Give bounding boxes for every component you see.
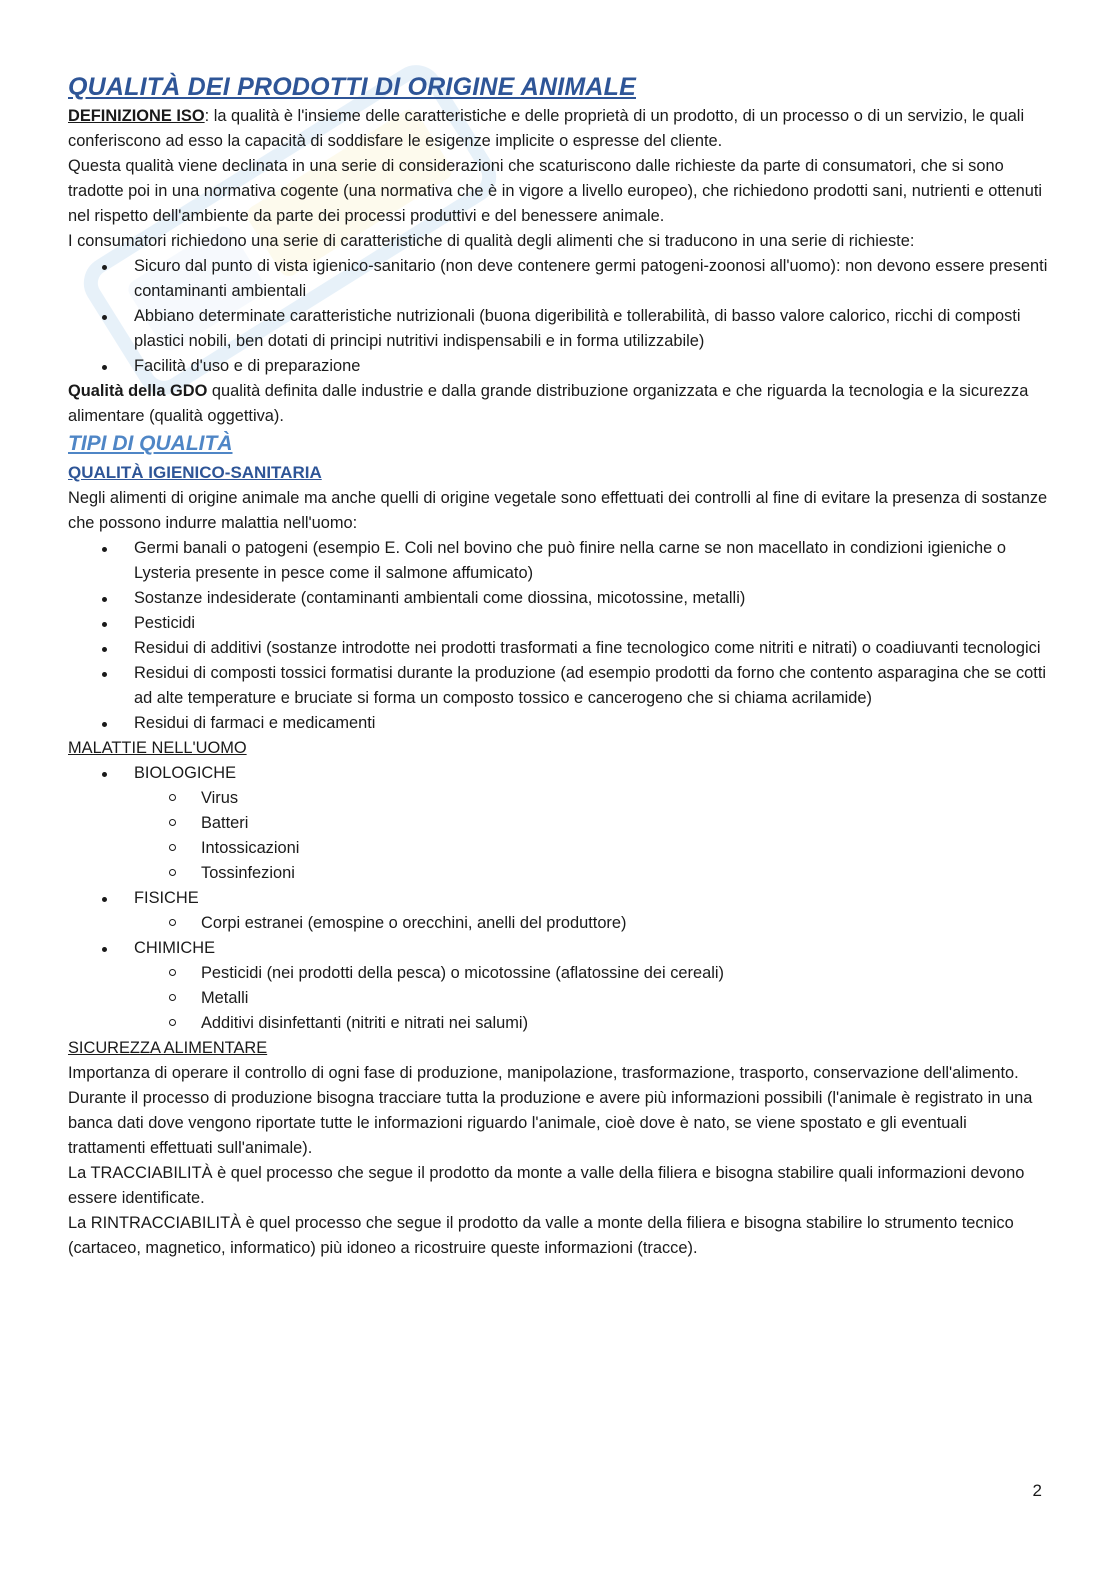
chimiche-sublist (68, 961, 1048, 1036)
list-item: Additivi disinfettanti (nitriti e nitrati nei salumi) (68, 1011, 1048, 1036)
iso-definition-text: : la qualità è l'insieme delle caratteristiche e delle proprietà di un prodotto, di un processo o di un servizio, le quali conferiscono ad esso la capacità di soddisfare le esigenze implicite o espresse del cliente. (68, 107, 1025, 150)
list-item: Pesticidi (68, 611, 1048, 636)
document-body (68, 72, 1048, 1261)
list-item: Facilità d'uso e di preparazione (68, 354, 1048, 379)
disease-category-fisiche (68, 886, 1048, 911)
gdo-label: Qualità della GDO (68, 382, 208, 400)
disease-category-chimiche (68, 936, 1048, 961)
list-item: Sicuro dal punto di vista igienico-sanitario (non deve contenere germi patogeni-zoonosi all'uomo): non devono essere presenti contaminanti ambientali (68, 254, 1048, 304)
tracciabilita-paragraph: La TRACCIABILITÀ è quel processo che segue il prodotto da monte a valle della filiera e bisogna stabilire quali informazioni devono essere identificate. (68, 1164, 1025, 1207)
list-item: Virus (68, 786, 1048, 811)
sicurezza-paragraph-1: Importanza di operare il controllo di ogni fase di produzione, manipolazione, trasformazione, trasporto, conservazione dell'alimento. (68, 1064, 1019, 1082)
disease-category-label: FISICHE (134, 889, 199, 907)
consumer-requirements-list (68, 254, 1048, 379)
intro-paragraph-2: I consumatori richiedono una serie di caratteristiche di qualità degli alimenti che si traducono in una serie di richieste: (68, 232, 915, 250)
disease-category-label: CHIMICHE (134, 939, 216, 957)
diseases-list-fisiche (68, 886, 1048, 911)
section-title-tipi-di-qualita: TIPI DI QUALITÀ (68, 432, 233, 455)
sicurezza-paragraph-2: Durante il processo di produzione bisogna tracciare tutta la produzione e avere più informazioni possibili (l'animale è registrato in una banca dati dove vengono riportate tutte le informazioni riguardo l'animale, cioè dove è nato, se viene spostato e gli eventuali trattamenti effettuati sull'animale). (68, 1089, 1033, 1157)
iso-definition (68, 104, 1048, 154)
list-item: Metalli (68, 986, 1048, 1011)
controls-paragraph: Negli alimenti di origine animale ma anche quelli di origine vegetale sono effettuati dei controlli al fine di evitare la presenza di sostanze che possono indurre malattia nell'uomo: (68, 489, 1048, 532)
list-item: Residui di additivi (sostanze introdotte nei prodotti trasformati a fine tecnologico come nitriti e nitrati) o coadiuvanti tecnologici (68, 636, 1048, 661)
list-item: Sostanze indesiderate (contaminanti ambientali come diossina, micotossine, metalli) (68, 586, 1048, 611)
list-item: Pesticidi (nei prodotti della pesca) o micotossine (aflatossine dei cereali) (68, 961, 1048, 986)
subsection-title-igienico-sanitaria: QUALITÀ IGIENICO-SANITARIA (68, 463, 322, 482)
list-item: Residui di farmaci e medicamenti (68, 711, 1048, 736)
list-item: Corpi estranei (emospine o orecchini, anelli del produttore) (68, 911, 1048, 936)
list-item: Intossicazioni (68, 836, 1048, 861)
intro-paragraph-1: Questa qualità viene declinata in una serie di considerazioni che scaturiscono dalle richieste da parte di consumatori, che si sono tradotte poi in una normativa cogente (una normativa che è in vigore a livello europeo), che richiedono prodotti sani, nutrienti e ottenuti nel rispetto dell'ambiente da parte dei processi produttivi e del benessere animale. (68, 157, 1043, 225)
list-item: Residui di composti tossici formatisi durante la produzione (ad esempio prodotti da forno che contento asparagina che se cotti ad alte temperature e bruciate si forma un composto tossico e cancerogeno che si chiama acrilamide) (68, 661, 1048, 711)
hazards-list (68, 536, 1048, 736)
fisiche-sublist (68, 911, 1048, 936)
list-item: Abbiano determinate caratteristiche nutrizionali (buona digeribilità e tollerabilità, di basso valore calorico, ricchi di composti plastici nobili, ben dotati di principi nutritivi indispensabili e in forma utilizzabile) (68, 304, 1048, 354)
disease-category-label: BIOLOGICHE (134, 764, 237, 782)
page-number: 2 (1032, 1481, 1042, 1500)
disease-category-biologiche (68, 761, 1048, 786)
biologiche-sublist (68, 786, 1048, 886)
malattie-heading: MALATTIE NELL'UOMO (68, 739, 247, 757)
page-title: QUALITÀ DEI PRODOTTI DI ORIGINE ANIMALE (68, 73, 636, 101)
iso-definition-label: DEFINIZIONE ISO (68, 107, 205, 125)
gdo-text: qualità definita dalle industrie e dalla grande distribuzione organizzata e che riguarda la tecnologia e la sicurezza alimentare (qualità oggettiva). (68, 382, 1029, 425)
sicurezza-heading: SICUREZZA ALIMENTARE (68, 1039, 268, 1057)
diseases-list (68, 761, 1048, 786)
rintracciabilita-paragraph: La RINTRACCIABILITÀ è quel processo che segue il prodotto da valle a monte della filiera e bisogna stabilire lo strumento tecnico (cartaceo, magnetico, informatico) più idoneo a ricostruire queste informazioni (tracce). (68, 1214, 1014, 1257)
gdo-paragraph (68, 379, 1048, 429)
diseases-list-chimiche (68, 936, 1048, 961)
list-item: Batteri (68, 811, 1048, 836)
list-item: Tossinfezioni (68, 861, 1048, 886)
list-item: Germi banali o patogeni (esempio E. Coli nel bovino che può finire nella carne se non macellato in condizioni igieniche o Lysteria presente in pesce come il salmone affumicato) (68, 536, 1048, 586)
